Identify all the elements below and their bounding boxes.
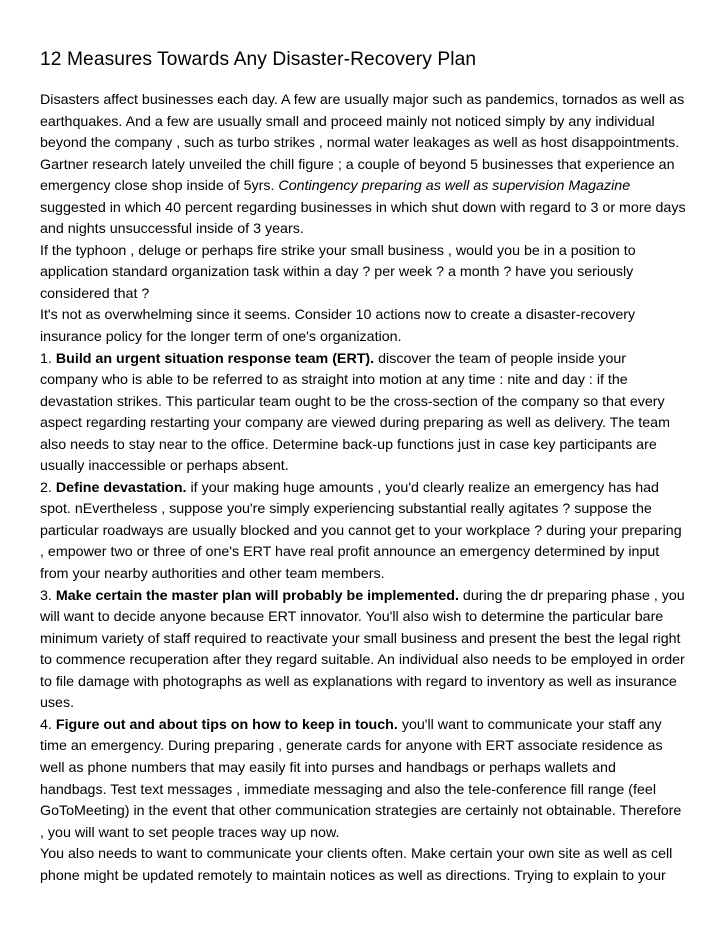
paragraph-actions: It's not as overwhelming since it seems. Consider 10 actions now to create a disaster-recovery insurance policy for the longer term of one's organization.	[40, 307, 636, 346]
step-text: you'll want to communicate your staff any time an emergency. During preparing , generate cards for anyone with ERT associate residence as well as phone numbers that may easily fit into purses and handbags or perhaps wallets and handbags. Test text messages , immediate messaging and also the tele-conference fill range (feel GoToMeeting) in the event that other communication strategies are certainly not obtainable. Therefore , you will want to set people traces way up now.	[40, 716, 682, 841]
step-1	[40, 349, 686, 478]
document-page	[40, 0, 686, 887]
step-number: 2.	[40, 479, 52, 496]
step-text: during the dr preparing phase , you will want to decide anyone because ERT innovator. You'll also wish to determine the particular bare minimum variety of staff required to reactivate your small business and present the best the legal right to commence recuperation after they regard suitable. An individual also needs to be employed in order to file damage with photographs as well as explanations with regard to inventory as well as insurance uses.	[40, 587, 685, 712]
intro-paragraph	[40, 90, 686, 241]
step-heading: Build an urgent situation response team (ERT).	[55, 350, 375, 367]
step-number: 3.	[40, 587, 52, 604]
step-text: if your making huge amounts , you'd clearly realize an emergency has had spot. nEvertheless , suppose you're simply experiencing substantial really agitates ? suppose the particular roadways are usually blocked and you cannot get to your workplace ? during your preparing , empower two or three of one's ERT have real profit announce an emergency determined by input from your nearby authorities and other team members.	[40, 479, 682, 583]
step-4	[40, 715, 686, 844]
step-3	[40, 586, 686, 715]
paragraph-question: If the typhoon , deluge or perhaps fire strike your small business , would you be in a position to application standard organization task within a day ? per week ? a month ? have you seriously considered that ?	[40, 242, 636, 302]
intro-text: Disasters affect businesses each day. A few are usually major such as pandemics, tornados as well as earthquakes. And a few are usually small and proceed mainly not noticed simply by any individual beyond the company , such as turbo strikes , normal water leakages as well as host disappointments. Gartner research lately unveiled the chill figure ; a couple of beyond 5 businesses that experience an emergency close shop inside of 5yrs.	[40, 92, 685, 195]
paragraph-communication: You also needs to want to communicate your clients often. Make certain your own site as well as cell phone might be updated remotely to maintain notices as well as directions. Trying to explain to your	[40, 846, 673, 884]
step-heading: Define devastation.	[55, 479, 187, 496]
step-2	[40, 478, 686, 586]
document-title: 12 Measures Towards Any Disaster-Recovery Plan	[40, 49, 477, 70]
document-body	[40, 90, 686, 887]
step-text: discover the team of people inside your company who is able to be referred to as straight into motion at any time : nite and day : if the devastation strikes. This particular team ought to be the cross-section of the company so that every aspect regarding restarting your company are viewed during preparing as well as delivery. The team also needs to stay near to the office. Determine back-up functions just in case key participants are usually inaccessible or perhaps absent.	[40, 350, 670, 475]
step-heading: Figure out and about tips on how to keep in touch.	[55, 716, 398, 733]
intro-magazine-title: Contingency preparing as well as supervision Magazine	[278, 178, 631, 195]
step-number: 1.	[40, 350, 52, 367]
step-number: 4.	[40, 716, 52, 733]
step-heading: Make certain the master plan will probably be implemented.	[55, 587, 459, 604]
intro-text-continued: suggested in which 40 percent regarding businesses in which shut down with regard to 3 or more days and nights unsuccessful inside of 3 years.	[40, 199, 686, 238]
